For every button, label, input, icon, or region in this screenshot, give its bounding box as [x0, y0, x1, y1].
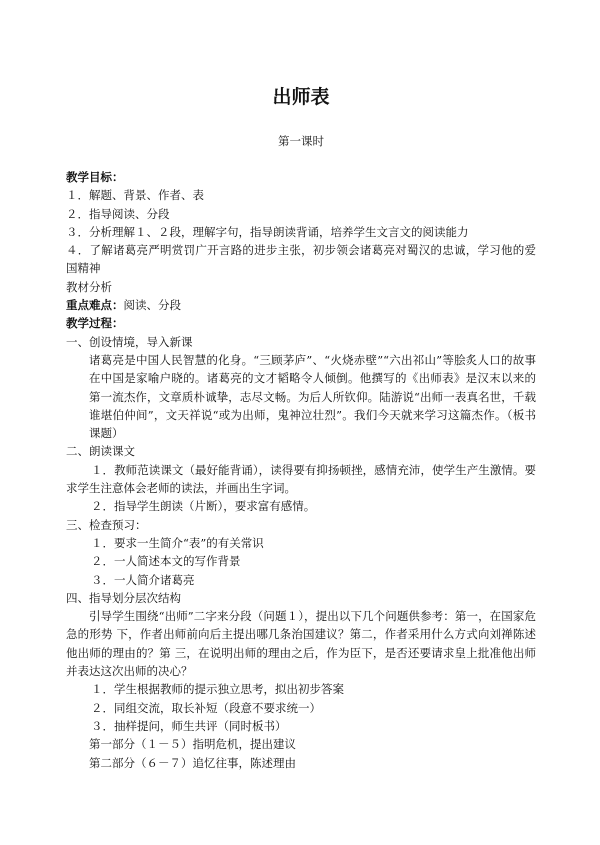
goal-item: ２．指导阅读、分段 — [66, 206, 170, 221]
structure-item: 第二部分（６－７）追忆往事，陈述理由 — [89, 755, 296, 770]
structure-item: １．学生根据教师的提示独立思考，拟出初步答案 — [91, 682, 344, 697]
preview-item: ２．一人简述本文的写作背景 — [91, 554, 241, 569]
difficulty-label: 重点难点： — [66, 298, 124, 313]
process-heading: 教学过程： — [66, 316, 124, 331]
analysis-label: 教材分析 — [66, 279, 112, 294]
preview-item: １．要求一生简介“表”的有关常识 — [91, 535, 264, 550]
section-heading: 一、创设情境，导入新课 — [66, 334, 193, 349]
structure-item: 第一部分（１－５）指明危机，提出建议 — [89, 737, 296, 752]
section-heading: 二、朗读课文 — [66, 444, 135, 459]
goal-item: ４．了解诸葛亮严明赏罚广开言路的进步主张，初步领会诸葛亮对蜀汉的忠诚，学习他的爱国精神 — [66, 243, 536, 276]
reading-item: １．教师范读课文（最好能背诵），读得要有抑扬顿挫，感情充沛，使学生产生激情。要求学生注意体会老师的读法，并画出生字词。 — [66, 462, 536, 496]
structure-paragraph: 引导学生围绕“出师”二字来分段（问题１），提出以下几个问题供参考：第一，在国家危急的形势 下，作者出师前向后主提出哪几条治国建议？第二，作者采用什么方式向刘禅陈述他出师的理由的？第 三，在说明出师的理由之后，作为臣下，是否还要请求皇上批准他出师并表达这次出师的决心？ — [66, 609, 536, 679]
lesson-subtitle: 第一课时 — [278, 134, 324, 148]
goal-item: ３．分析理解１、２段，理解字句，指导朗读背诵，培养学生文言文的阅读能力 — [66, 224, 469, 239]
reading-item: ２．指导学生朗读（片断），要求富有感情。 — [91, 499, 316, 514]
structure-item: ３．抽样提问，师生共评（同时板书） — [91, 718, 287, 733]
document-body — [66, 168, 536, 772]
document-page — [66, 82, 536, 772]
intro-paragraph: 诸葛亮是中国人民智慧的化身。“三顾茅庐”、“火烧赤壁”“六出祁山”等脍炙人口的故事在中国是家喻户晓的。诸葛亮的文才韬略令人倾倒。他撰写的《出师表》是汉末以来的第一流杰作，文章质朴诚挚，志尽文畅。为后人所钦仰。陆游说“出师一表真名世，千载谁堪伯仲间”，文天祥说“或为出师，鬼神泣壮烈”。我们今天就来学习这篇杰作。（板书课题） — [89, 352, 536, 441]
section-heading: 四、指导划分层次结构 — [66, 590, 181, 605]
document-title: 出师表 — [272, 86, 330, 108]
section-heading: 三、检查预习： — [66, 517, 147, 532]
structure-item: ２．同组交流，取长补短（段意不要求统一） — [91, 700, 321, 715]
preview-item: ３．一人简介诸葛亮 — [91, 572, 195, 587]
goals-heading: 教学目标： — [66, 170, 124, 184]
difficulty-value: 阅读、分段 — [123, 298, 181, 313]
difficulty-line — [66, 296, 536, 314]
goal-item: １．解题、背景、作者、表 — [66, 188, 204, 203]
